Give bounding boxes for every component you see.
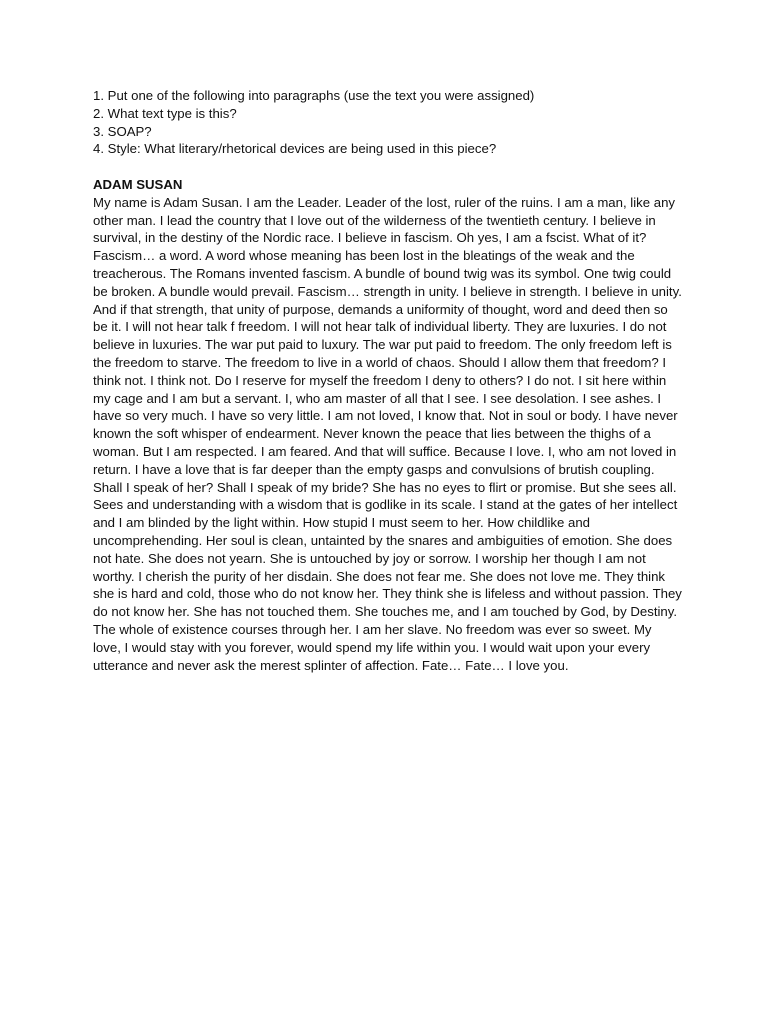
question-item: 3. SOAP? [93,123,152,139]
question-item: 4. Style: What literary/rhetorical devices are being used in this piece? [93,141,497,157]
document-page [93,87,683,674]
passage-text: My name is Adam Susan. I am the Leader. Leader of the lost, ruler of the ruins. I am a man, like any other man. I lead the country that I love out of the wilderness of the twentieth century. I believe in survival, in the destiny of the Nordic race. I believe in fascism. Oh yes, I am a fscist. What of it? Fascism… a word. A word whose meaning has been lost in the bleatings of the weak and the treacherous. The Romans invented fascism. A bundle of bound twig was its symbol. One twig could be broken. A bundle would prevail. Fascism… strength in unity. I believe in strength. I believe in unity. And if that strength, that unity of purpose, demands a uniformity of thought, word and deed then so be it. I will not hear talk f freedom. I will not hear talk of individual liberty. They are luxuries. I do not believe in luxuries. The war put paid to luxury. The war put paid to freedom. The only freedom left is the freedom to starve. The freedom to live in a world of chaos. Should I allow them that freedom? I think not. I think not. Do I reserve for myself the freedom I deny to others? I do not. I sit here within my cage and I am but a servant. I, who am master of all that I see. I see desolation. I see ashes. I have so very much. I have so very little. I am not loved, I know that. Not in soul or body. I have never known the soft whisper of endearment. Never known the peace that lies between the thighs of a woman. But I am respected. I am feared. And that will suffice. Because I love. I, who am not loved in return. I have a love that is far deeper than the empty gasps and convulsions of brutish coupling. Shall I speak of her? Shall I speak of my bride? She has no eyes to flirt or promise. But she sees all. Sees and understanding with a wisdom that is godlike in its scale. I stand at the gates of her intellect and I am blinded by the light within. How stupid I must seem to her. How childlike and uncomprehending. Her soul is clean, untainted by the snares and ambiguities of emotion. She does not hate. She does not yearn. She is untouched by joy or sorrow. I worship her though I am not worthy. I cherish the purity of her disdain. She does not fear me. She does not love me. They think she is hard and cold, those who do not know her. They think she is lifeless and without passion. They do not know her. She has not touched them. She touches me, and I am touched by God, by Destiny. The whole of existence courses through her. I am her slave. No freedom was ever so sweet. My love, I would stay with you forever, would spend my life within you. I would wait upon your every utterance and never ask the merest splinter of affection. Fate… Fate… I love you. [93,194,682,673]
blank-line [93,158,683,176]
question-item: 1. Put one of the following into paragraphs (use the text you were assigned) [93,88,535,103]
question-item: 2. What text type is this? [93,105,237,121]
passage-heading: ADAM SUSAN [93,176,183,192]
question-list [93,87,683,158]
